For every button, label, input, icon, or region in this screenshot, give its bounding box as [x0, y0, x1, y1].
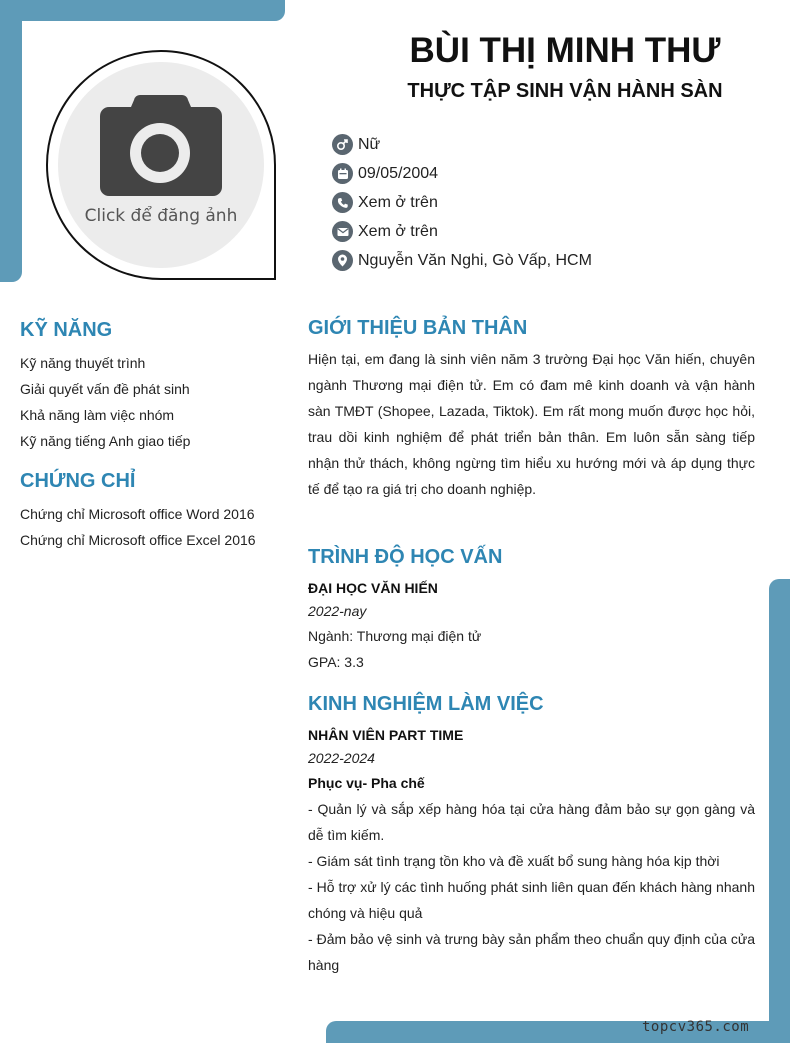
experience-heading: KINH NGHIỆM LÀM VIỆC [308, 693, 544, 715]
list-item: Kỹ năng thuyết trình [20, 355, 146, 371]
email-icon [332, 221, 353, 242]
frame-right-bar [769, 579, 790, 1043]
avatar-upload[interactable] [58, 62, 264, 268]
experience-duty: - Hỗ trợ xử lý các tình huống phát sinh liên quan đến khách hàng nhanh chóng và hiệu quả [308, 879, 755, 921]
certificates-list [20, 501, 256, 553]
camera-icon [100, 93, 222, 199]
contact-email-value: Xem ở trên [358, 222, 438, 240]
skills-heading: KỸ NĂNG [20, 319, 113, 341]
gender-icon [332, 134, 353, 155]
avatar-upload-label: Click để đăng ảnh [84, 206, 238, 226]
list-item: Kỹ năng tiếng Anh giao tiếp [20, 433, 191, 449]
experience-role: Phục vụ- Pha chế [308, 775, 425, 791]
education-heading: TRÌNH ĐỘ HỌC VẤN [308, 546, 503, 568]
experience-duty: - Giám sát tình trạng tồn kho và đề xuất bổ sung hàng hóa kịp thời [308, 853, 720, 869]
contact-email [332, 217, 592, 246]
frame-top-left-bar [0, 0, 285, 21]
skills-list [20, 350, 190, 454]
contact-address-value: Nguyễn Văn Nghi, Gò Vấp, HCM [358, 251, 592, 269]
job-title: THỰC TẬP SINH VẬN HÀNH SÀN [407, 80, 723, 102]
contact-list [332, 130, 592, 275]
list-item: Giải quyết vấn đề phát sinh [20, 381, 190, 397]
experience-period: 2022-2024 [308, 750, 375, 766]
experience-duty: - Quản lý và sắp xếp hàng hóa tại cửa hàng đảm bảo sự gọn gàng và dễ tìm kiếm. [308, 801, 755, 843]
experience-position: NHÂN VIÊN PART TIME [308, 727, 464, 743]
list-item: Chứng chỉ Microsoft office Word 2016 [20, 506, 255, 522]
location-icon [332, 250, 353, 271]
contact-address [332, 246, 592, 275]
contact-phone-value: Xem ở trên [358, 193, 438, 211]
contact-phone [332, 188, 592, 217]
phone-icon [332, 192, 353, 213]
about-text: Hiện tại, em đang là sinh viên năm 3 trường Đại học Văn hiến, chuyên ngành Thương mại điện tử. Em có đam mê kinh doanh và vận hành sàn TMĐT (Shopee, Lazada, Tiktok). Em rất mong muốn được học hỏi, trau dồi kinh nghiệm để phát triển bản thân. Em luôn sẵn sàng tiếp nhận thử thách, không ngừng tìm hiểu xu hướng mới và áp dụng thực tế để tạo ra giá trị cho doanh nghiệp. [308, 351, 755, 497]
education-major: Ngành: Thương mại điện tử [308, 628, 482, 644]
education-period: 2022-nay [308, 603, 367, 619]
contact-gender [332, 130, 592, 159]
contact-birthday-value: 09/05/2004 [358, 164, 439, 182]
about-heading: GIỚI THIỆU BẢN THÂN [308, 317, 528, 339]
frame-left-bar [0, 0, 22, 282]
avatar-frame [46, 50, 276, 280]
list-item: Khả năng làm việc nhóm [20, 407, 175, 423]
education-school: ĐẠI HỌC VĂN HIẾN [308, 580, 438, 596]
experience-duty: - Đảm bảo vệ sinh và trưng bày sản phẩm theo chuẩn quy định của cửa hàng [308, 931, 755, 973]
certificates-heading: CHỨNG CHỈ [20, 470, 136, 492]
contact-gender-value: Nữ [358, 135, 381, 153]
watermark: topcv365.com [642, 1019, 750, 1035]
calendar-icon [332, 163, 353, 184]
education-gpa: GPA: 3.3 [308, 654, 364, 670]
candidate-name: BÙI THỊ MINH THƯ [409, 31, 721, 70]
contact-birthday [332, 159, 592, 188]
list-item: Chứng chỉ Microsoft office Excel 2016 [20, 532, 256, 548]
